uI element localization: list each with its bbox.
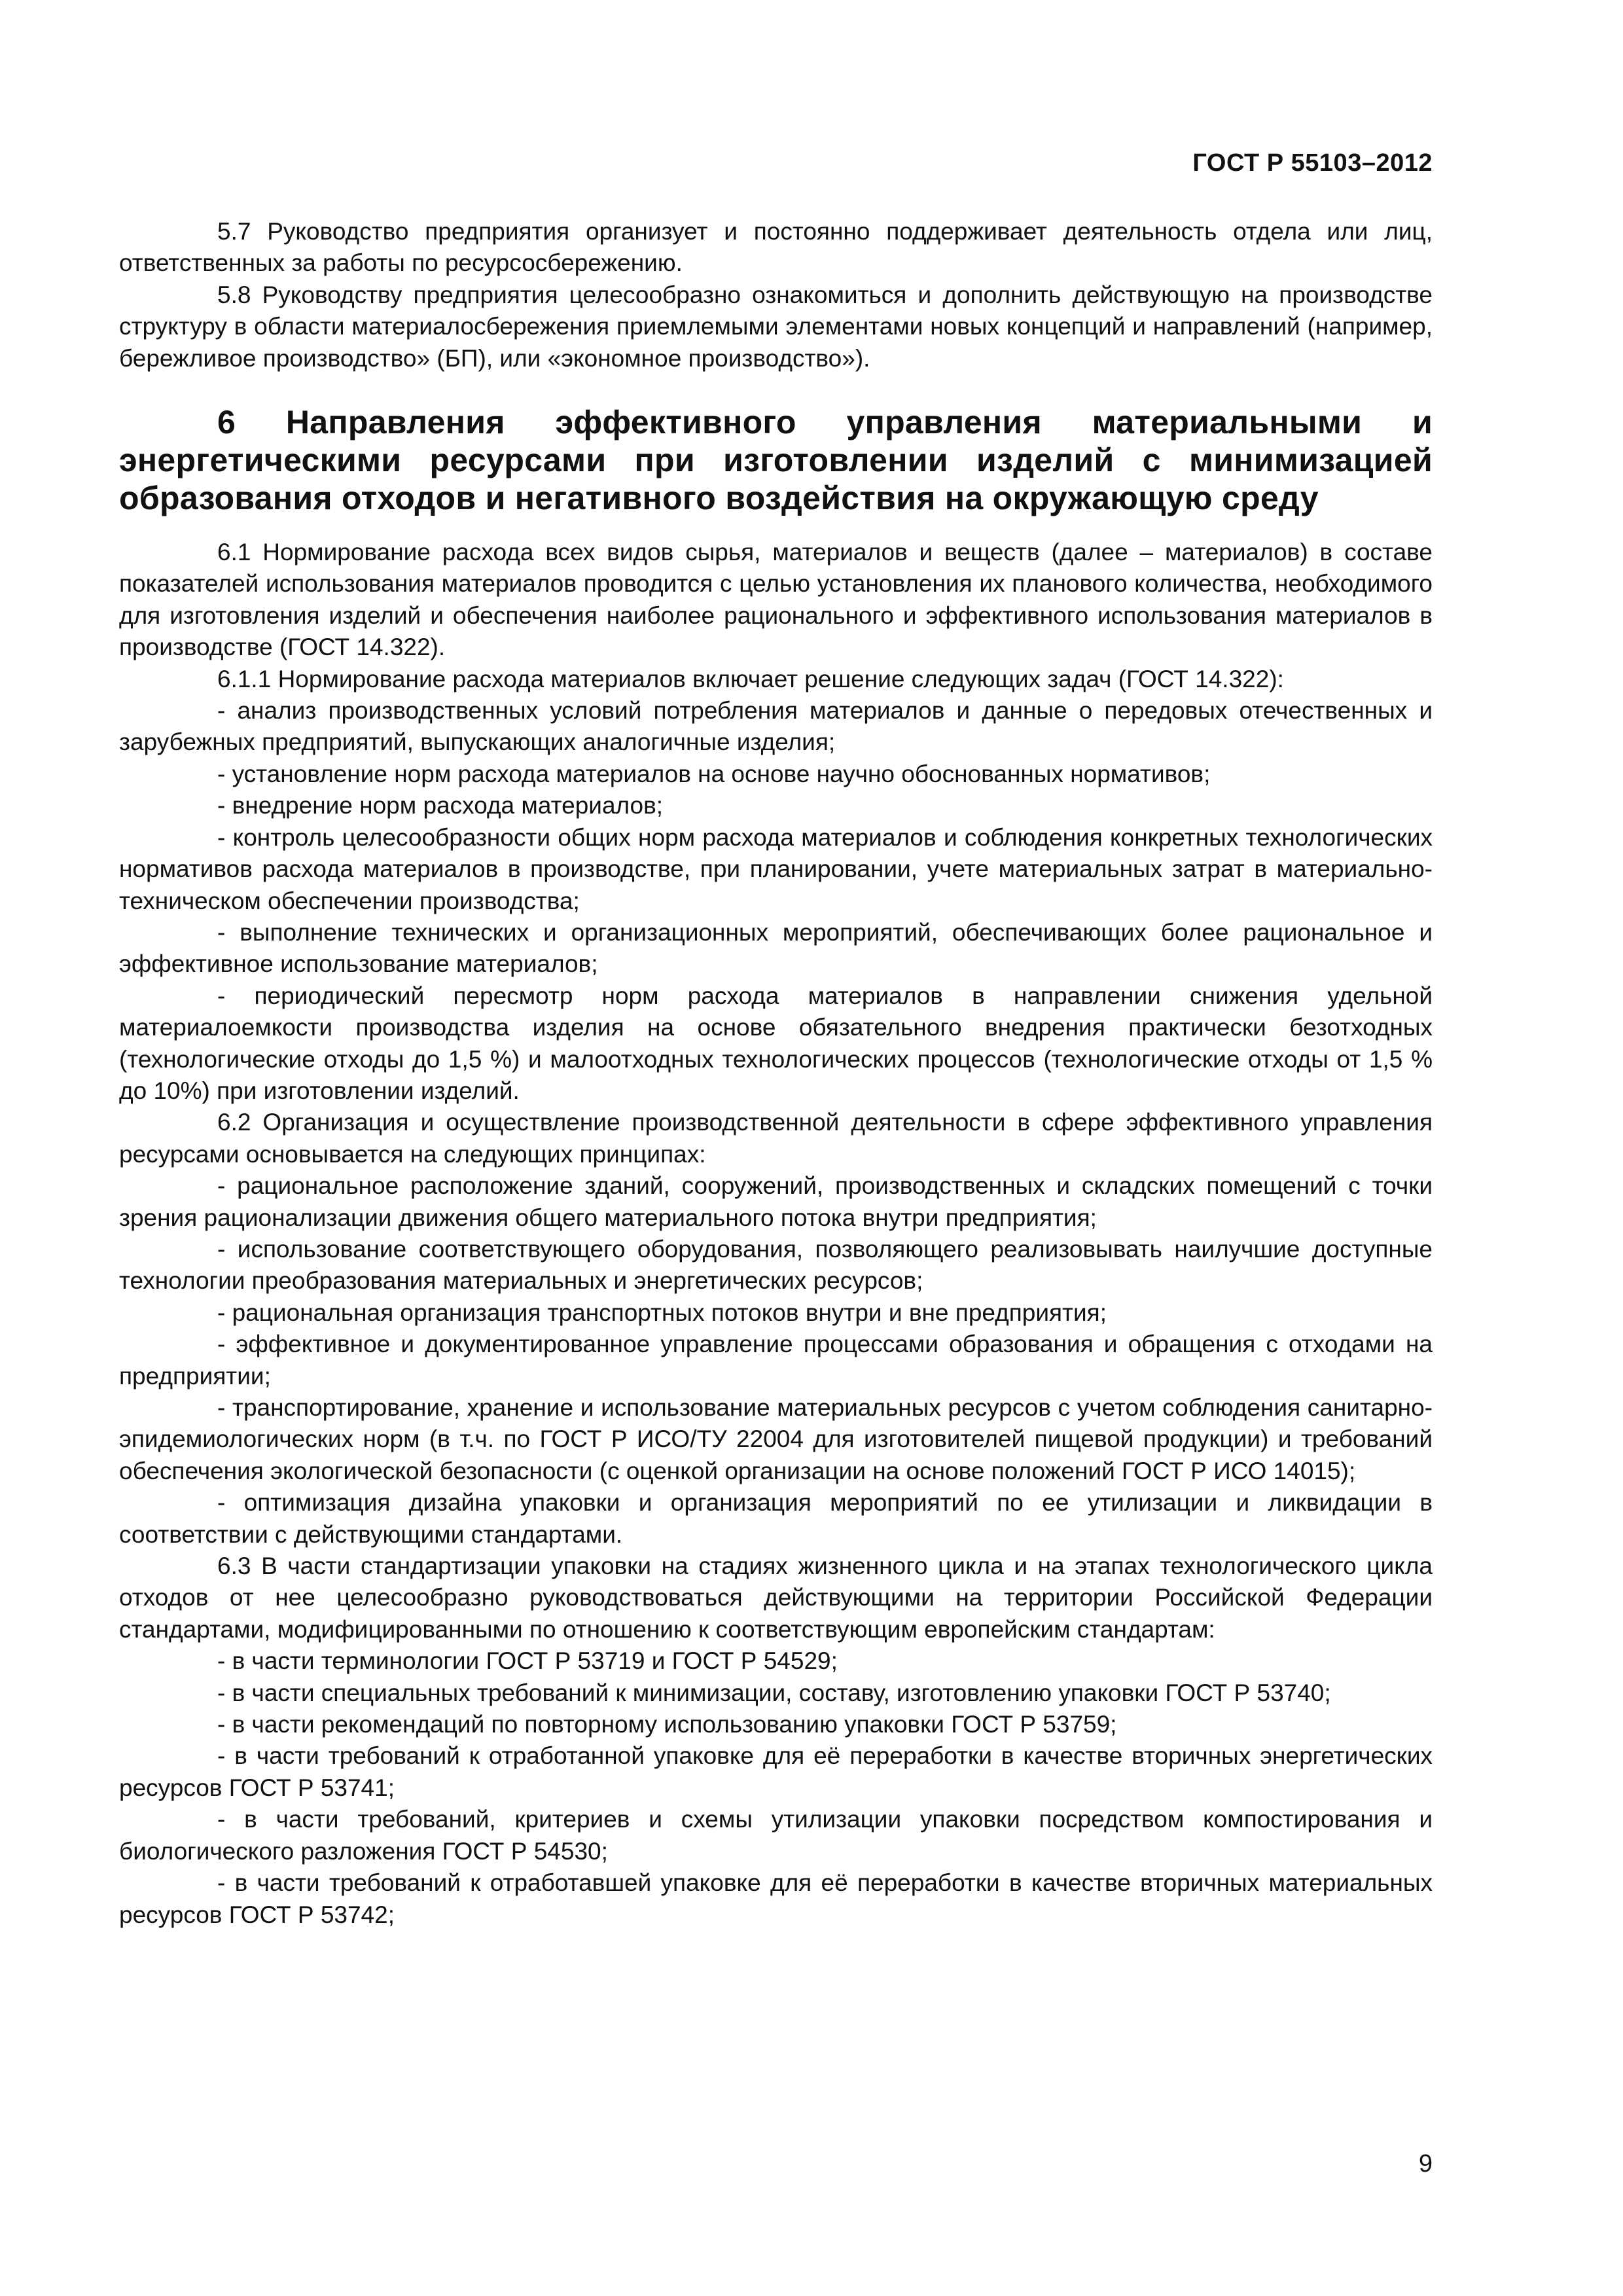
list-item: - в части терминологии ГОСТ Р 53719 и ГОСТ Р 54529; bbox=[217, 1647, 838, 1675]
paragraph: 6.1 Нормирование расхода всех видов сырья, материалов и веществ (далее – материалов) в составе показателей использования материалов проводится с целью установления их планового количества, необходимого для изготовления изделий и обеспечения наиболее рационального и эффективного использования материалов в производстве (ГОСТ 14.322). bbox=[119, 539, 1433, 661]
list-item: - использование соответствующего оборудования, позволяющего реализовывать наилучшие доступные технологии преобразования материальных и энергетических ресурсов; bbox=[119, 1235, 1433, 1295]
list-item: - в части требований, критериев и схемы утилизации упаковки посредством компостирования и биологического разложения ГОСТ Р 54530; bbox=[119, 1806, 1433, 1865]
list-item: - эффективное и документированное управление процессами образования и обращения с отходами на предприятии; bbox=[119, 1331, 1433, 1390]
list-item: - выполнение технических и организационных мероприятий, обеспечивающих более рациональное и эффективное использование материалов; bbox=[119, 918, 1433, 978]
paragraph: 6.2 Организация и осуществление производственной деятельности в сфере эффективного управления ресурсами основывается на следующих принципах: bbox=[119, 1109, 1433, 1168]
paragraph: 6.1.1 Нормирование расхода материалов включает решение следующих задач (ГОСТ 14.322): bbox=[217, 665, 1284, 692]
paragraph: 6.3 В части стандартизации упаковки на стадиях жизненного цикла и на этапах технологического цикла отходов от нее целесообразно руководствоваться действующими на территории Российской Федерации стандартами, модифицированными по отношению к соответствующим европейским стандартам: bbox=[119, 1552, 1433, 1643]
section-heading: 6 Направления эффективного управления материальными и энергетическими ресурсами при изготовлении изделий с минимизацией образования отходов и негативного воздействия на окружающую среду bbox=[119, 404, 1433, 517]
standard-id-header: ГОСТ Р 55103–2012 bbox=[1192, 149, 1433, 177]
list-item: - контроль целесообразности общих норм расхода материалов и соблюдения конкретных технологических нормативов расхода материалов в производстве, при планировании, учете материальных затрат в материально-техническом обеспечении производства; bbox=[119, 823, 1433, 914]
list-item: - в части требований к отработанной упаковке для её переработки в качестве вторичных энергетических ресурсов ГОСТ Р 53741; bbox=[119, 1742, 1433, 1801]
list-item: - в части рекомендаций по повторному использованию упаковки ГОСТ Р 53759; bbox=[217, 1711, 1117, 1738]
paragraph: 5.8 Руководству предприятия целесообразно ознакомиться и дополнить действующую на производстве структуру в области материалосбережения приемлемыми элементами новых концепций и направлений (например, бережливое производство» (БП), или «экономное производство»). bbox=[119, 281, 1433, 372]
list-item: - транспортирование, хранение и использование материальных ресурсов с учетом соблюдения санитарно-эпидемиологических норм (в т.ч. по ГОСТ Р ИСО/ТУ 22004 для изготовителей пищевой продукции) и требований обеспечения экологической безопасности (с оценкой организации на основе положений ГОСТ Р ИСО 14015); bbox=[119, 1394, 1433, 1484]
document-body bbox=[119, 216, 1433, 1931]
page-number: 9 bbox=[1418, 2150, 1433, 2178]
paragraph: 5.7 Руководство предприятия организует и постоянно поддерживает деятельность отдела или лиц, ответственных за работы по ресурсосбережению. bbox=[119, 218, 1433, 277]
list-item: - анализ производственных условий потребления материалов и данные о передовых отечественных и зарубежных предприятий, выпускающих аналогичные изделия; bbox=[119, 697, 1433, 756]
list-item: - оптимизация дизайна упаковки и организация мероприятий по ее утилизации и ликвидации в соответствии с действующими стандартами. bbox=[119, 1489, 1433, 1548]
list-item: - периодический пересмотр норм расхода материалов в направлении снижения удельной материалоемкости производства изделия на основе обязательного внедрения практически безотходных (технологические отходы до 1,5 %) и малоотходных технологических процессов (технологические отходы от 1,5 % до 10%) при изготовлении изделий. bbox=[119, 982, 1433, 1104]
list-item: - в части требований к отработавшей упаковке для её переработки в качестве вторичных материальных ресурсов ГОСТ Р 53742; bbox=[119, 1869, 1433, 1928]
list-item: - рациональная организация транспортных потоков внутри и вне предприятия; bbox=[217, 1299, 1107, 1326]
list-item: - внедрение норм расхода материалов; bbox=[217, 792, 664, 819]
list-item: - рациональное расположение зданий, сооружений, производственных и складских помещений с точки зрения рационализации движения общего материального потока внутри предприятия; bbox=[119, 1172, 1433, 1231]
list-item: - установление норм расхода материалов на основе научно обоснованных нормативов; bbox=[217, 760, 1211, 787]
list-item: - в части специальных требований к минимизации, составу, изготовлению упаковки ГОСТ Р 53740; bbox=[217, 1679, 1331, 1706]
